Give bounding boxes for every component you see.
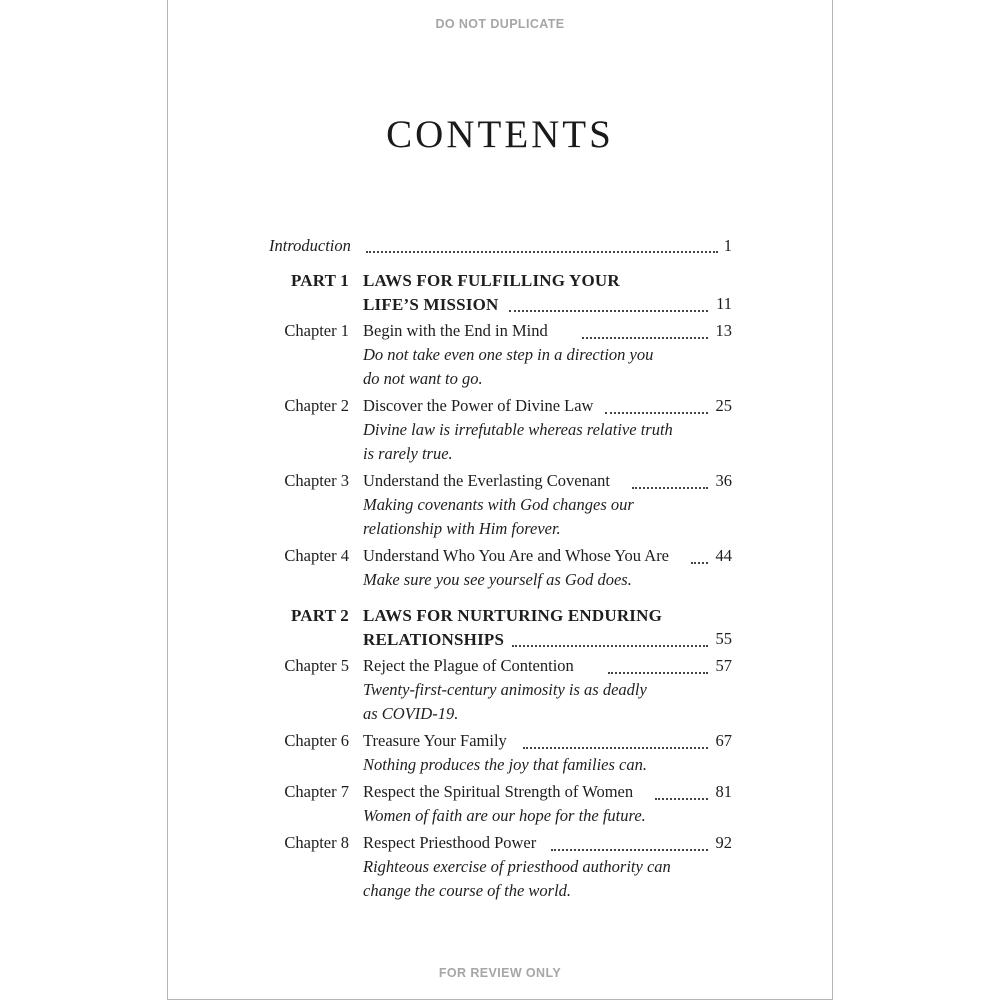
book-page — [167, 0, 833, 1000]
toc-part-2-title-line2: RELATIONSHIPS — [363, 630, 505, 649]
toc-part-1-title-line2: LIFE’S MISSION — [363, 295, 499, 314]
toc-introduction-page: 1 — [723, 236, 732, 255]
watermark-top: DO NOT DUPLICATE — [435, 17, 565, 31]
toc-chapter-7-label: Chapter 7 — [284, 782, 349, 801]
toc-chapter-5-title: Reject the Plague of Contention — [363, 656, 574, 675]
toc-chapter-1-subtitle-line2: do not want to go. — [363, 369, 483, 388]
toc-part-2-label: PART 2 — [290, 606, 349, 625]
toc-part-2-title-line1: LAWS FOR NURTURING ENDURING — [363, 606, 663, 625]
toc-part-1-label: PART 1 — [290, 271, 349, 290]
toc-part-1-title-line1: LAWS FOR FULFILLING YOUR — [363, 271, 620, 290]
toc-chapter-2-title: Discover the Power of Divine Law — [363, 396, 594, 415]
toc-chapter-3-subtitle-line2: relationship with Him forever. — [363, 519, 561, 538]
toc-chapter-1-page: 13 — [715, 321, 732, 340]
toc-chapter-7-subtitle-line1: Women of faith are our hope for the future. — [363, 806, 646, 825]
toc-chapter-5-subtitle-line2: as COVID-19. — [363, 704, 459, 723]
toc-chapter-2-subtitle-line2: is rarely true. — [363, 444, 453, 463]
toc-chapter-5-subtitle-line1: Twenty-first-century animosity is as deadly — [363, 680, 647, 699]
toc-chapter-3-page: 36 — [715, 471, 732, 490]
toc-chapter-1-leader — [582, 337, 708, 339]
toc-chapter-1-title: Begin with the End in Mind — [363, 321, 548, 340]
toc-chapter-8-page: 92 — [715, 833, 732, 852]
toc-chapter-8-leader — [551, 849, 708, 851]
toc-chapter-6-subtitle-line1: Nothing produces the joy that families can. — [363, 755, 647, 774]
toc-chapter-3-title: Understand the Everlasting Covenant — [363, 471, 610, 490]
toc-chapter-3-label: Chapter 3 — [284, 471, 349, 490]
toc-chapter-5-label: Chapter 5 — [284, 656, 349, 675]
toc-part-2-page: 55 — [715, 629, 732, 648]
toc-chapter-7-title: Respect the Spiritual Strength of Women — [363, 782, 634, 801]
toc-chapter-3-subtitle-line1: Making covenants with God changes our — [363, 495, 634, 514]
toc-chapter-6-page: 67 — [715, 731, 732, 750]
toc-chapter-8-subtitle-line1: Righteous exercise of priesthood authority can — [363, 857, 671, 876]
toc-part-1-page: 11 — [716, 294, 732, 313]
toc-chapter-8-subtitle-line2: change the course of the world. — [363, 881, 572, 900]
toc-part-1-leader — [509, 310, 708, 312]
toc-chapter-2-page: 25 — [715, 396, 732, 415]
toc-chapter-5-page: 57 — [715, 656, 732, 675]
watermark-bottom: FOR REVIEW ONLY — [438, 966, 562, 980]
toc-chapter-1-subtitle-line1: Do not take even one step in a direction you — [363, 345, 654, 364]
toc-chapter-8-title: Respect Priesthood Power — [363, 833, 537, 852]
toc-chapter-4-title: Understand Who You Are and Whose You Are — [363, 546, 670, 565]
toc-chapter-6-leader — [523, 747, 708, 749]
toc-chapter-4-subtitle-line1: Make sure you see yourself as God does. — [363, 570, 632, 589]
toc-chapter-1-label: Chapter 1 — [284, 321, 349, 340]
toc-introduction-leader — [366, 251, 718, 253]
toc-chapter-3-leader — [632, 487, 708, 489]
toc-chapter-2-leader — [605, 412, 708, 414]
toc-chapter-4-page: 44 — [715, 546, 732, 565]
toc-chapter-6-label: Chapter 6 — [284, 731, 349, 750]
toc-chapter-2-label: Chapter 2 — [284, 396, 349, 415]
toc-chapter-8-label: Chapter 8 — [284, 833, 349, 852]
toc-part-2-leader — [512, 645, 708, 647]
toc-chapter-6-title: Treasure Your Family — [363, 731, 507, 750]
toc-introduction-label: Introduction — [269, 236, 351, 255]
toc-chapter-5-leader — [608, 672, 708, 674]
toc-chapter-7-page: 81 — [715, 782, 732, 801]
toc-chapter-2-subtitle-line1: Divine law is irrefutable whereas relative truth — [363, 420, 673, 439]
toc-chapter-4-label: Chapter 4 — [284, 546, 349, 565]
page-title: CONTENTS — [386, 113, 614, 156]
